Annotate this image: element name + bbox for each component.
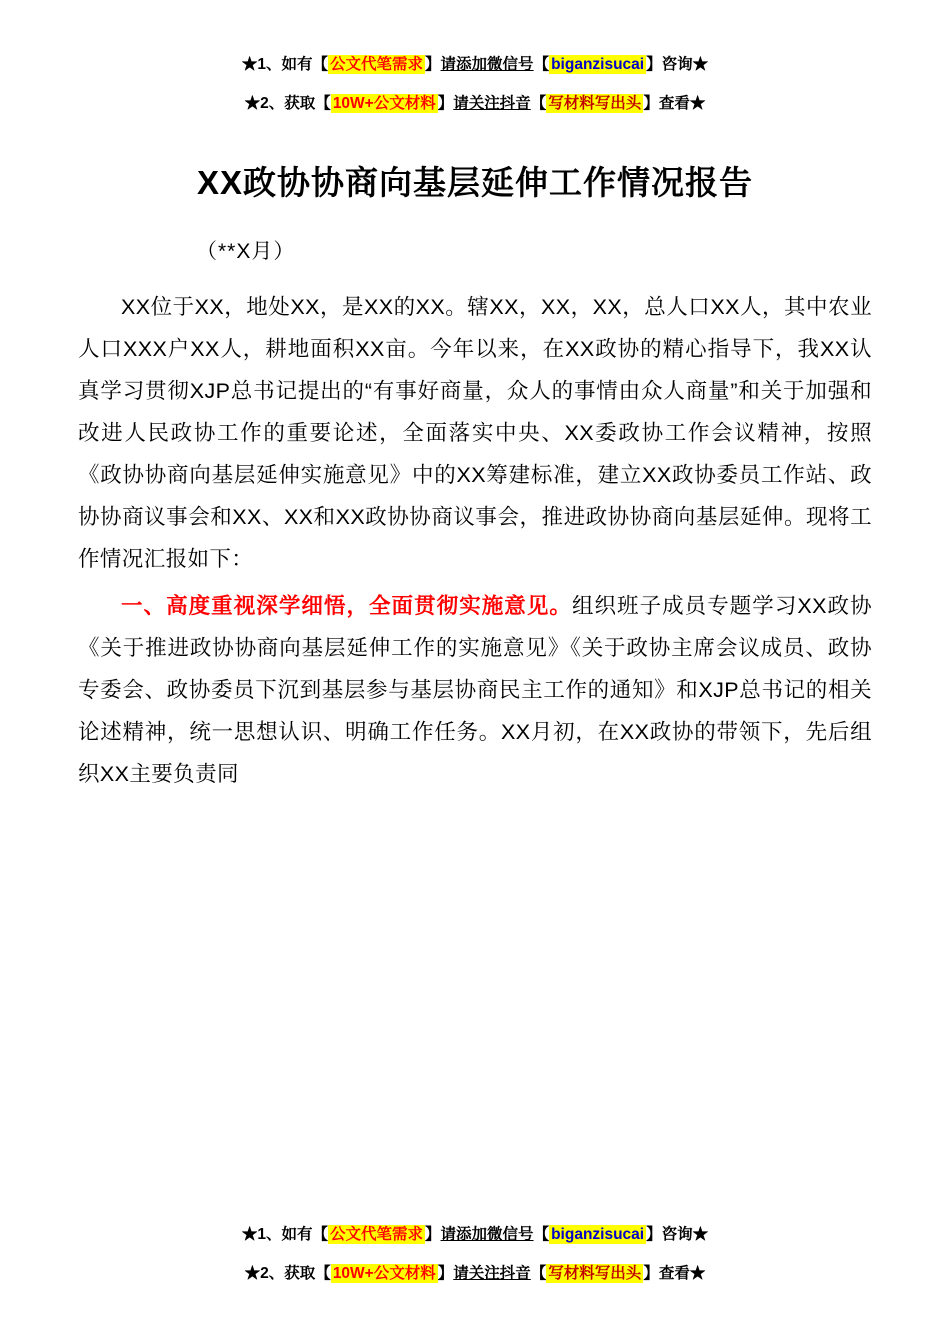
promo-text-c: 咨询 xyxy=(661,1225,693,1243)
promo-highlight-service: 公文代笔需求 xyxy=(330,56,424,73)
promo-bracket-open-2: 【 xyxy=(530,95,547,113)
promo-bracket-open: 【 xyxy=(312,56,329,73)
promo-index: 1、 xyxy=(257,56,282,73)
document-title: XX政协协商向基层延伸工作情况报告 xyxy=(196,164,754,202)
promo-text-c: 查看 xyxy=(658,95,690,113)
promo-bracket-close-2: 】 xyxy=(646,56,662,73)
promo-banner-bottom xyxy=(0,1226,950,1282)
promo-bracket-close: 】 xyxy=(425,56,441,73)
star-right-icon: ★ xyxy=(689,1264,706,1282)
promo-text-b: 请关注抖音 xyxy=(453,1264,531,1282)
promo-bracket-close: 】 xyxy=(437,1264,454,1282)
promo-text-a: 获取 xyxy=(284,95,316,113)
promo-text-a: 如有 xyxy=(281,56,313,73)
promo-bracket-open-2: 【 xyxy=(533,1225,550,1243)
promo-bracket-open: 【 xyxy=(312,1225,329,1243)
promo-index: 2、 xyxy=(260,95,285,113)
promo-text-a: 如有 xyxy=(281,1225,313,1243)
paragraph-intro: XX位于XX，地处XX，是XX的XX。辖XX，XX，XX，总人口XX人，其中农业人口XXX户XX人，耕地面积XX亩。今年以来，在XX政协的精心指导下，我XX认真学习贯彻XJP总书记提出的“有事好商量，众人的事情由众人商量”和关于加强和改进人民政协工作的重要论述，全面落实中央、XX委政协工作会议精神，按照《政协协商向基层延伸实施意见》中的XX筹建标准，建立XX政协委员工作站、政协协商议事会和XX、XX和XX政协协商议事会，推进政协协商向基层延伸。现将工作情况汇报如下： xyxy=(78,294,872,571)
promo-text-c: 查看 xyxy=(658,1264,690,1282)
promo-bracket-close-2: 】 xyxy=(646,1225,662,1243)
promo-text-b: 请关注抖音 xyxy=(453,95,531,113)
promo-bracket-open-2: 【 xyxy=(530,1264,547,1282)
document-body xyxy=(78,287,872,1320)
star-right-icon: ★ xyxy=(692,1225,709,1243)
promo-banner-bottom-line-1 xyxy=(0,1226,950,1243)
paragraph-section-1 xyxy=(78,586,872,796)
promo-banner-top-line-2 xyxy=(78,95,872,112)
promo-highlight-material-count: 10W+公文材料 xyxy=(332,95,436,113)
promo-index: 1、 xyxy=(257,1225,282,1243)
promo-bracket-open: 【 xyxy=(315,95,331,113)
promo-highlight-wechat-id: biganzisucai xyxy=(551,1225,645,1243)
promo-highlight-douyin-account: 写材料写出头 xyxy=(548,1264,642,1282)
promo-banner-bottom-line-2 xyxy=(0,1265,950,1282)
promo-bracket-close: 】 xyxy=(437,95,454,113)
star-right-icon: ★ xyxy=(689,95,706,113)
promo-bracket-open: 【 xyxy=(315,1264,331,1282)
promo-highlight-service: 公文代笔需求 xyxy=(330,1225,424,1243)
star-right-icon: ★ xyxy=(692,56,709,73)
section-1-heading: 一、高度重视深学细悟，全面贯彻实施意见。 xyxy=(121,594,572,619)
promo-highlight-material-count: 10W+公文材料 xyxy=(332,1264,436,1282)
promo-highlight-wechat-id: biganzisucai xyxy=(551,56,645,73)
promo-text-c: 咨询 xyxy=(661,56,693,73)
promo-text-b: 请添加微信号 xyxy=(440,56,534,73)
promo-index: 2、 xyxy=(260,1264,285,1282)
promo-highlight-douyin-account: 写材料写出头 xyxy=(548,95,642,113)
promo-text-b: 请添加微信号 xyxy=(440,1225,534,1243)
promo-bracket-close-2: 】 xyxy=(643,95,659,113)
star-left-icon: ★ xyxy=(241,1225,258,1243)
star-left-icon: ★ xyxy=(244,95,261,113)
promo-banner-top-line-1 xyxy=(78,56,872,73)
section-1-body: 组织班子成员专题学习XX政协《关于推进政协协商向基层延伸工作的实施意见》《关于政协主席会议成员、政协专委会、政协委员下沉到基层参与基层协商民主工作的通知》和XJP总书记的相关论述精神，统一思想认识、明确工作任务。XX月初，在XX政协的带领下，先后组织XX主要负责同 xyxy=(78,594,872,787)
promo-bracket-close: 】 xyxy=(425,1225,441,1243)
star-left-icon: ★ xyxy=(241,56,258,73)
promo-text-a: 获取 xyxy=(284,1264,316,1282)
promo-bracket-close-2: 】 xyxy=(643,1264,659,1282)
star-left-icon: ★ xyxy=(244,1264,261,1282)
document-date: （**X月） xyxy=(196,239,296,263)
promo-bracket-open-2: 【 xyxy=(533,56,550,73)
